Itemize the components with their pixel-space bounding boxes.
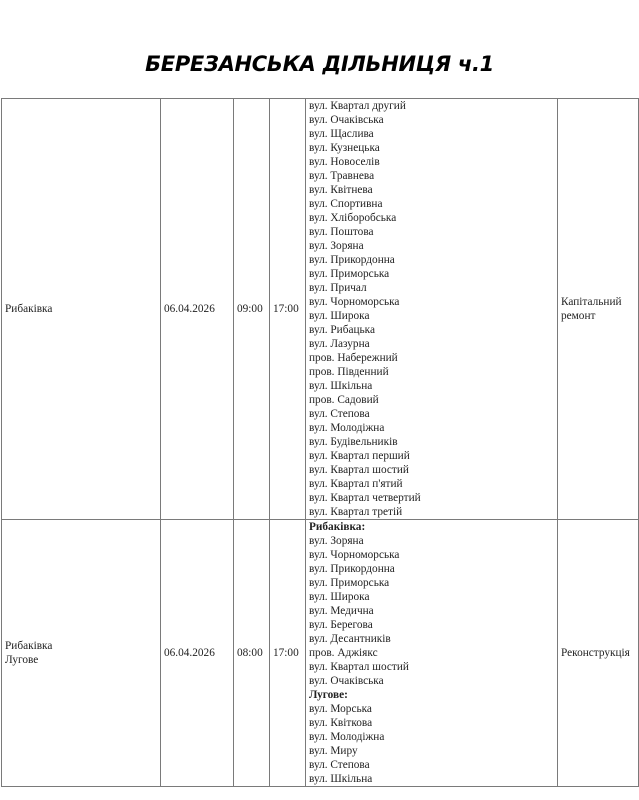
street-item: вул. Прикордонна (309, 563, 395, 575)
settlement-group-header: Рибаківка: (309, 521, 366, 533)
street-item: вул. Лазурна (309, 338, 370, 350)
street-item: вул. Поштова (309, 226, 374, 238)
street-item: вул. Молодіжна (309, 422, 385, 434)
end-time-cell: 17:00 (270, 99, 306, 520)
end-time-cell: 17:00 (270, 520, 306, 787)
street-item: вул. Причал (309, 282, 367, 294)
street-item: вул. Широка (309, 310, 370, 322)
start-time-cell: 08:00 (234, 520, 270, 787)
streets-cell (306, 520, 558, 787)
streets-cell (306, 99, 558, 520)
street-item: вул. Шкільна (309, 773, 373, 785)
street-item: пров. Аджіякс (309, 647, 378, 659)
settlement-name: Лугове (5, 654, 39, 666)
street-item: вул. Медична (309, 605, 374, 617)
street-item: вул. Будівельників (309, 436, 398, 448)
table-row (2, 99, 639, 520)
street-item: вул. Хліборобська (309, 212, 397, 224)
page-title: БЕРЕЗАНСЬКА ДІЛЬНИЦЯ ч.1 (145, 52, 494, 76)
street-item: вул. Прикордонна (309, 254, 395, 266)
street-item: вул. Квітнева (309, 184, 373, 196)
street-item: вул. Квартал п'ятий (309, 478, 403, 490)
street-item: вул. Шкільна (309, 380, 373, 392)
street-item: пров. Садовий (309, 394, 379, 406)
street-item: вул. Рибацька (309, 324, 376, 336)
street-item: вул. Чорноморська (309, 296, 400, 308)
street-item: вул. Спортивна (309, 198, 383, 210)
table-row (2, 520, 639, 787)
street-item: пров. Набережний (309, 352, 398, 364)
street-item: вул. Зоряна (309, 240, 364, 252)
street-item: вул. Степова (309, 408, 370, 420)
street-item: вул. Квартал другий (309, 100, 406, 112)
street-item: вул. Квіткова (309, 717, 373, 729)
street-item: вул. Травнева (309, 170, 375, 182)
street-item: вул. Берегова (309, 619, 373, 631)
street-item: вул. Миру (309, 745, 358, 757)
work-type-cell: Капітальний ремонт (558, 99, 639, 520)
street-item: вул. Молодіжна (309, 731, 385, 743)
start-time-cell: 09:00 (234, 99, 270, 520)
settlement-name: Рибаківка (5, 640, 53, 652)
street-item: пров. Південний (309, 366, 389, 378)
settlement-cell (2, 520, 161, 787)
street-item: вул. Квартал шостий (309, 464, 409, 476)
street-item: вул. Приморська (309, 577, 390, 589)
work-type-cell: Реконструкція (558, 520, 639, 787)
street-item: вул. Приморська (309, 268, 390, 280)
date-cell: 06.04.2026 (161, 99, 234, 520)
street-item: вул. Степова (309, 759, 370, 771)
street-item: вул. Морська (309, 703, 372, 715)
street-item: вул. Квартал шостий (309, 661, 409, 673)
street-item: вул. Квартал третій (309, 506, 403, 518)
street-item: вул. Широка (309, 591, 370, 603)
settlement-cell (2, 99, 161, 520)
outage-schedule-table (1, 98, 639, 787)
street-item: вул. Очаківська (309, 675, 384, 687)
street-item: вул. Очаківська (309, 114, 384, 126)
street-item: вул. Новоселів (309, 156, 380, 168)
settlement-name: Рибаківка (5, 303, 53, 315)
street-item: вул. Десантників (309, 633, 391, 645)
street-item: вул. Квартал перший (309, 450, 410, 462)
street-item: вул. Чорноморська (309, 549, 400, 561)
street-item: вул. Кузнецька (309, 142, 380, 154)
street-item: вул. Зоряна (309, 535, 364, 547)
settlement-group-header: Лугове: (309, 689, 348, 701)
date-cell: 06.04.2026 (161, 520, 234, 787)
street-item: вул. Щаслива (309, 128, 374, 140)
street-item: вул. Квартал четвертий (309, 492, 421, 504)
